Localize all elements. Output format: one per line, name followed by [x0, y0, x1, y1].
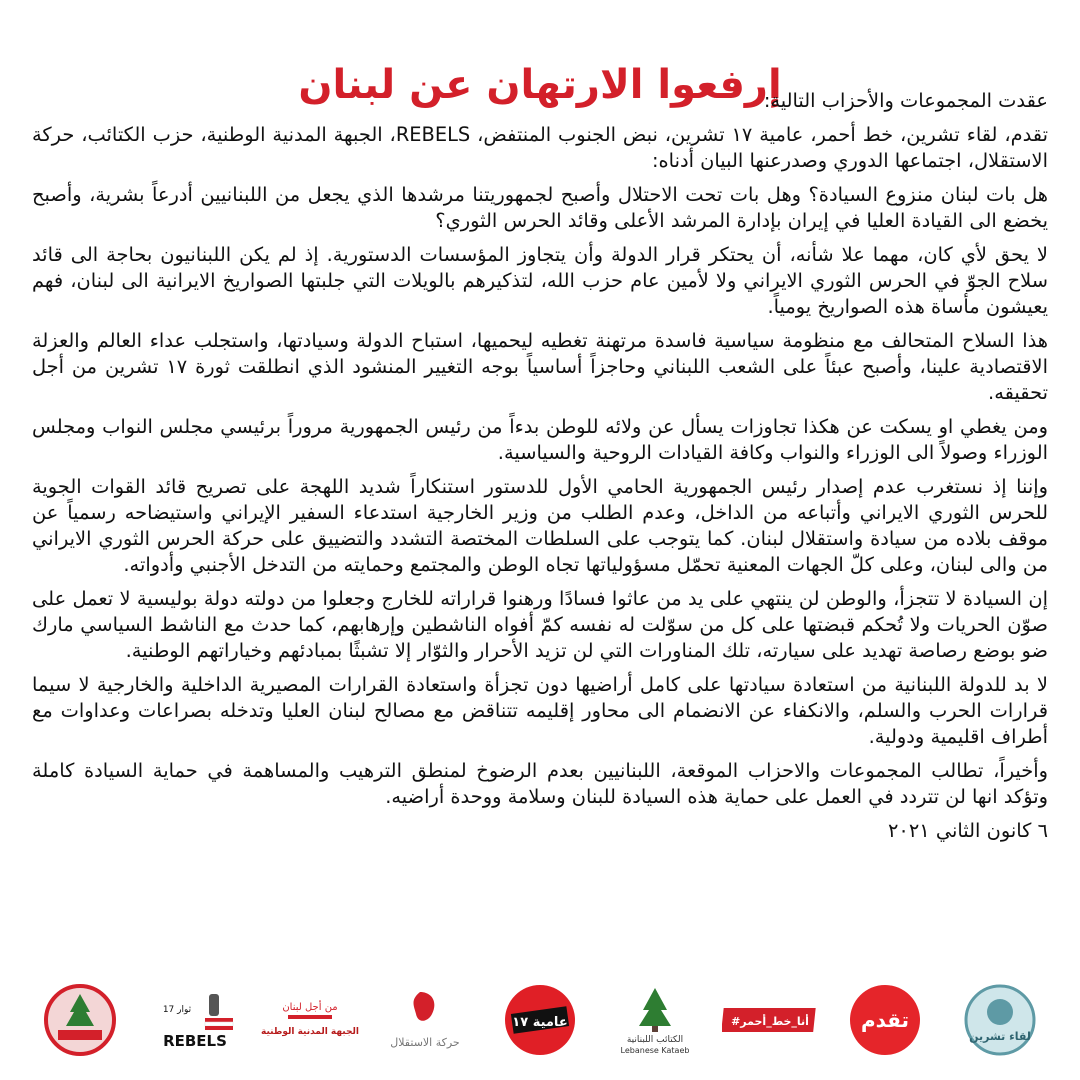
- liqaa-tishreen-logo: [950, 981, 1050, 1059]
- taqaddom-logo: [835, 981, 935, 1059]
- rebels-logo-text-top: ثوار 17: [162, 1005, 192, 1015]
- signatories-logos: [30, 980, 1050, 1060]
- paragraph: لا بد للدولة اللبنانية من استعادة سيادتها على كامل أراضيها دون تجزأة واستعادة القرارات المصيرية الداخلية والخارجية لا سيما قرارات الحرب والسلم، والانكفاء عن الانضمام الى محاور إقليمه تتناقض مع مصالح لبنان العليا وتدخله بصراعات وعداوات مع أطراف اقليمية ودولية.: [32, 673, 1048, 748]
- paragraph: وإننا إذ نستغرب عدم إصدار رئيس الجمهورية الحامي الأول للدستور استنكاراً شديد اللهجة على تصريح قائد القوات الجوية للحرس الثوري الايراني وأتباعه من الداخل، وعدم الطلب من وزير الخارجية استدعاء السفير الإيراني واستيضاحه رسمياً عن موقف بلاده من سيادة واستقلال لبنان. كما يتوجب على السلطات المختصة التشدد والتضييق على حركة الحرس الثوري الايراني من والى لبنان، وعلى كلّ الجهات المعنية تحمّل مسؤولياتها تجاه الوطن والمجتمع وحمايته من التدخل الأجنبي وأدواته.: [32, 475, 1048, 576]
- paragraph: وأخيراً، تطالب المجموعات والاحزاب الموقعة، اللبنانيين بعدم الرضوخ لمنطق الترهيب والمساهمة في حماية السيادة كاملة وتؤكد انها لن تتردد في العمل على حماية هذه السيادة للبنان وسلامة ووحدة أراضيه.: [32, 759, 1048, 808]
- nabd-janoub-logo: [30, 981, 130, 1059]
- khat-ahmar-logo-text: #أنا_خط_أحمر: [731, 1015, 809, 1028]
- amiya-17-logo: [490, 981, 590, 1059]
- paragraph: هل بات لبنان منزوع السيادة؟ وهل بات تحت الاحتلال وأصبح لجمهوريتنا مرشدها الذي يجعل من اللبنانيين أدرعاً بشرية، وأصبح يخضع الى القيادة العليا في إيران بإدارة المرشد الأعلى وقائد الحرس الثوري؟: [32, 183, 1048, 232]
- istiqlal-logo-text: حركة الاستقلال: [390, 1036, 460, 1049]
- paragraph: لا يحق لأي كان، مهما علا شأنه، أن يحتكر قرار الدولة وأن يتجاوز المؤسسات الدستورية. إذ لم يكن اللبنانيون بحاجة الى قائد سلاح الجوّ في الحرس الثوري الايراني ولا لأمين عام حزب الله، لتذكيرهم بالويلات التي جلبتها الصواريخ الايرانية الى لبنان، فهم يعيشون مأساة هذه الصواريخ يومياً.: [32, 243, 1048, 318]
- kataeb-logo: [605, 981, 705, 1059]
- liqaa-logo-text: لقاء تشرين: [969, 1030, 1031, 1043]
- page-title: إرفعوا الارتهان عن لبنان: [298, 61, 782, 108]
- paragraph: هذا السلاح المتحالف مع منظومة سياسية فاسدة مرتهنة تغطيه ليحميها، استباح الدولة وسيادتها، واستجلب عداء العالم والعزلة الاقتصادية علينا، وأصبح عبئاً على الشعب اللبناني وحاجزاً أساسياً بوجه التغيير المنشود الذي انطلقت ثورة ١٧ تشرين من أجل تحقيقه.: [32, 329, 1048, 404]
- amiya-logo-text: عامية ١٧: [512, 1015, 568, 1030]
- intro-line: عقدت المجموعات والأحزاب التالية:: [763, 89, 1048, 112]
- paragraph: تقدم، لقاء تشرين، خط أحمر، عامية ١٧ تشرين، نبض الجنوب المنتفض، REBELS، الجبهة المدنية الوطنية، حزب الكتائب، حركة الاستقلال، اجتماعها الدوري وصدرعنها البيان أدناه:: [32, 123, 1048, 172]
- statement-body: [32, 88, 1048, 968]
- kataeb-logo-text-en: Lebanese Kataeb: [620, 1046, 690, 1055]
- paragraph: إن السيادة لا تتجزأ، والوطن لن ينتهي على يد من عاثوا فسادًا ورهنوا قراراته للخارج وجعلوا من دولته دولة بوليسية لا تعمل على صوّن الحريات ولا تُحكم قبضتها على كل من سوّلت له نفسه كمّ أفواه الناشطين وإرهابهم، كما حدث مع الناشط السياسي مارك ضو بوضع رصاصة تهديد على سيارته، تلك المناورات التي لن تزيد الأحرار والثوّار إلا تشبثًا بمبادئهم وخياراتهم الوطنية.: [32, 587, 1048, 662]
- rebels-logo-text: REBELS: [163, 1032, 227, 1050]
- paragraph: ومن يغطي او يسكت عن هكذا تجاوزات يسأل عن ولائه للوطن بدءاً من رئيس الجمهورية مروراً برئيسي مجلس النواب ومجلس الوزراء وصولاً الى الوزراء والنواب وكافة القيادات الروحية والسياسية.: [32, 415, 1048, 464]
- jabha-madaniya-logo: [260, 981, 360, 1059]
- statement-date: ٦ كانون الثاني ٢٠٢١: [888, 819, 1048, 842]
- jabha-logo-text-bottom: الجبهة المدنية الوطنية: [261, 1027, 359, 1037]
- kataeb-logo-text-ar: الكتائب اللبنانية: [626, 1035, 684, 1045]
- istiqlal-logo: [375, 981, 475, 1059]
- rebels-logo: [145, 981, 245, 1059]
- taqaddom-logo-text: تقدم: [860, 1008, 910, 1032]
- khat-ahmar-logo: [720, 981, 820, 1059]
- jabha-logo-text-top: من أجل لبنان: [282, 1002, 338, 1013]
